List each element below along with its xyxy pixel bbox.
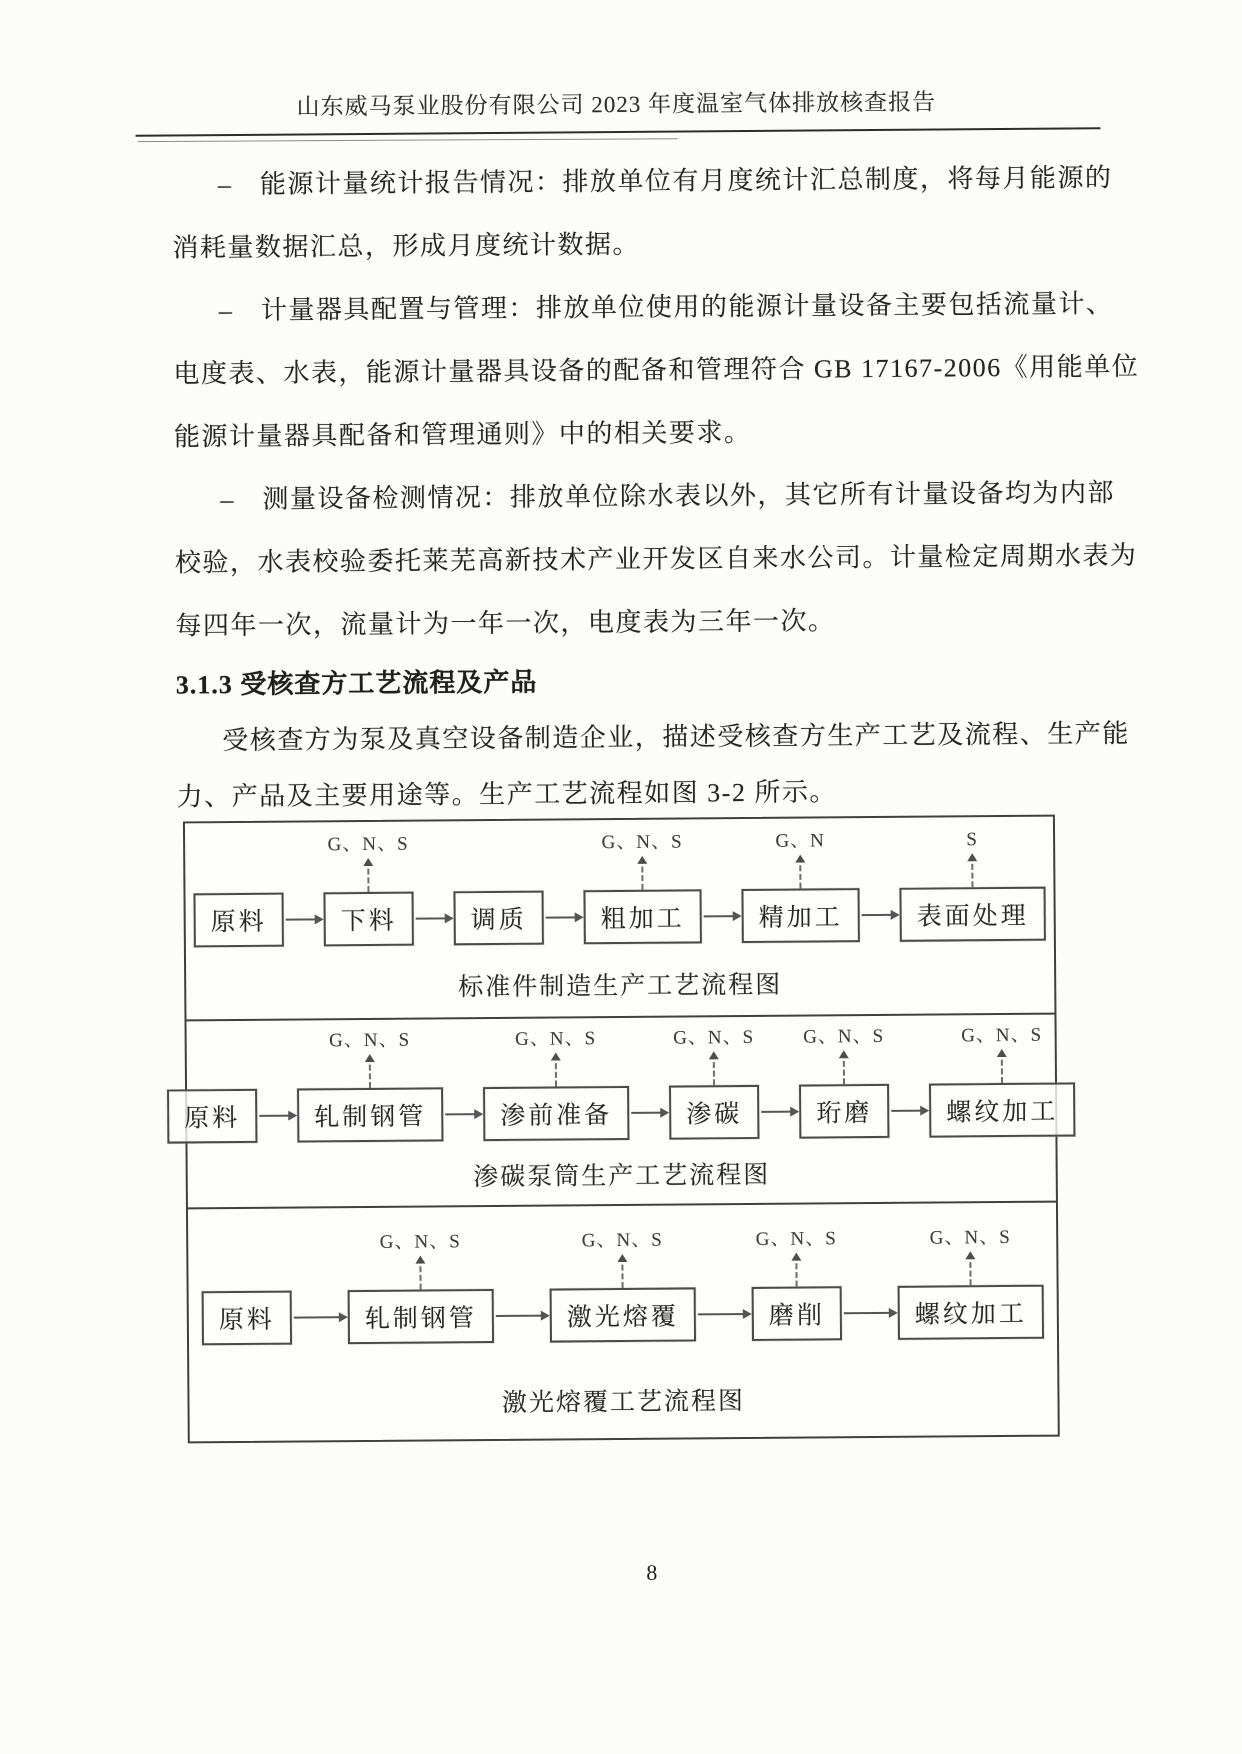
- process-box: 磨削: [752, 1286, 842, 1341]
- emission-label: G、N、S: [379, 1231, 461, 1253]
- emission-zone: [380, 1229, 461, 1290]
- emission-zone: [582, 1228, 663, 1289]
- emission-up-arrow-icon: [969, 1253, 971, 1285]
- process-box: 轧制钢管: [297, 1087, 443, 1142]
- emission-zone: [329, 1028, 410, 1089]
- process-box: 调质: [453, 891, 543, 946]
- process-step: [669, 1025, 760, 1140]
- paragraph-line: 力、产品及主要用途等。生产工艺流程如图 3-2 所示。: [176, 777, 838, 812]
- process-step: [799, 1024, 890, 1139]
- process-step: [347, 1229, 494, 1344]
- emission-label: G、N: [775, 830, 825, 852]
- flow-arrow-icon: [862, 914, 898, 916]
- emission-label: G、N、S: [581, 1229, 663, 1252]
- process-step: [583, 829, 702, 944]
- emission-label: G、N、S: [601, 831, 683, 854]
- paragraph-line: 校验，水表校验委托莱芜高新技术产业开发区自来水公司。计量检定周期水表为: [174, 540, 1138, 578]
- flow-arrow-icon: [546, 916, 582, 918]
- flow-arrow-icon: [698, 1313, 750, 1315]
- emission-up-arrow-icon: [795, 1255, 797, 1287]
- flow-arrow-icon: [631, 1112, 667, 1114]
- flowchart-caption: 渗碳泵筒生产工艺流程图: [473, 1161, 771, 1192]
- page-number: 8: [646, 1559, 658, 1585]
- paragraph-line: – 测量设备检测情况：排放单位除水表以外，其它所有计量设备均为内部: [220, 478, 1116, 515]
- process-box: 轧制钢管: [348, 1289, 494, 1344]
- emission-up-arrow-icon: [713, 1053, 715, 1085]
- process-box: 渗碳: [669, 1085, 759, 1140]
- flow-arrow-icon: [416, 917, 452, 919]
- process-box: 精加工: [741, 888, 859, 943]
- flow-arrow-icon: [496, 1315, 548, 1317]
- process-step: [323, 832, 414, 947]
- process-box: 原料: [202, 1291, 292, 1346]
- emission-zone: [673, 1025, 754, 1086]
- flow-arrow-icon: [761, 1111, 797, 1113]
- paragraph-line: – 能源计量统计报告情况：排放单位有月度统计汇总制度，将每月能源的: [217, 163, 1113, 200]
- process-step: [929, 1022, 1076, 1137]
- flow-arrow-icon: [445, 1113, 481, 1115]
- process-step: [297, 1027, 444, 1142]
- paragraph-line: 消耗量数据汇总，形成月度统计数据。: [172, 229, 641, 263]
- process-box: 激光熔覆: [550, 1287, 696, 1342]
- emission-label: G、N、S: [755, 1228, 837, 1250]
- emission-up-arrow-icon: [1001, 1051, 1003, 1083]
- emission-zone: [775, 828, 825, 888]
- process-step: [453, 831, 544, 946]
- emission-zone: [961, 1023, 1042, 1084]
- process-step: [751, 1226, 842, 1341]
- process-box: 下料: [323, 892, 413, 947]
- paragraph-line: 受核查方为泵及真空设备制造企业，描述受核查方生产工艺及流程、生产能: [222, 719, 1130, 756]
- flowchart-caption: 激光熔覆工艺流程图: [501, 1388, 746, 1417]
- flow-arrow-icon: [844, 1312, 896, 1314]
- emission-label: G、N、S: [961, 1024, 1043, 1047]
- process-step: [741, 828, 860, 943]
- emission-zone: [327, 832, 408, 893]
- emission-label: G、N、S: [515, 1028, 597, 1050]
- emission-up-arrow-icon: [369, 1056, 371, 1088]
- emission-up-arrow-icon: [843, 1052, 845, 1084]
- process-box: 螺纹加工: [898, 1285, 1044, 1340]
- header-divider-ghost: [138, 138, 678, 142]
- process-box: 螺纹加工: [929, 1082, 1075, 1137]
- emission-label: G、N、S: [327, 833, 409, 856]
- emission-label: G、N、S: [673, 1026, 755, 1049]
- page-header-title: 山东威马泵业股份有限公司 2023 年度温室气体排放核查报告: [296, 89, 937, 120]
- process-row: [184, 1015, 1059, 1144]
- process-box: 原料: [193, 893, 283, 948]
- header-divider: [136, 127, 1101, 137]
- emission-up-arrow-icon: [367, 860, 369, 892]
- emission-up-arrow-icon: [419, 1258, 421, 1290]
- emission-zone: [930, 1225, 1011, 1286]
- flow-arrow-icon: [891, 1110, 927, 1112]
- emission-up-arrow-icon: [555, 1055, 557, 1087]
- paragraph-line: 每四年一次，流量计为一年一次，电度表为三年一次。: [175, 606, 836, 641]
- emission-label: S: [966, 829, 979, 851]
- paragraph-line: – 计量器具配置与管理：排放单位使用的能源计量设备主要包括流量计、: [218, 289, 1114, 326]
- flowchart-figure: [183, 815, 1060, 1444]
- flowchart-section-3: [188, 1201, 1058, 1442]
- emission-zone: [756, 1226, 837, 1287]
- emission-zone: [803, 1024, 884, 1085]
- process-step: [549, 1227, 696, 1342]
- paragraph-line: 能源计量器具配备和管理通则》中的相关要求。: [173, 417, 752, 452]
- emission-label: G、N、S: [329, 1029, 411, 1052]
- emission-label: G、N、S: [929, 1226, 1011, 1249]
- process-box: 珩磨: [799, 1084, 889, 1139]
- process-step: [193, 833, 284, 948]
- flowchart-section-2: [184, 1013, 1059, 1208]
- emission-up-arrow-icon: [641, 858, 643, 890]
- process-step: [483, 1026, 630, 1141]
- flow-arrow-icon: [286, 918, 322, 920]
- process-step: [897, 1225, 1044, 1340]
- emission-up-arrow-icon: [621, 1256, 623, 1288]
- process-box: 原料: [167, 1089, 257, 1144]
- process-box: 渗前准备: [483, 1086, 629, 1141]
- section-heading-3-1-3: 3.1.3 受核查方工艺流程及产品: [175, 667, 538, 700]
- paragraph-line: 电度表、水表，能源计量器具设备的配备和管理符合 GB 17167-2006《用能单位: [173, 351, 1140, 389]
- flowchart-section-1: [185, 817, 1055, 1020]
- process-box: 粗加工: [583, 889, 701, 944]
- process-row: [185, 817, 1054, 948]
- flow-arrow-icon: [259, 1115, 295, 1117]
- process-step: [899, 827, 1046, 942]
- emission-zone: [966, 827, 978, 887]
- emission-label: G、N、S: [803, 1025, 885, 1048]
- flow-arrow-icon: [294, 1316, 346, 1318]
- flowchart-caption: 标准件制造生产工艺流程图: [458, 971, 783, 1002]
- body-text: [172, 147, 1140, 825]
- emission-zone: [602, 830, 683, 891]
- process-row: [188, 1203, 1057, 1346]
- process-step: [167, 1029, 258, 1144]
- process-step: [201, 1231, 292, 1346]
- emission-up-arrow-icon: [799, 857, 801, 889]
- process-box: 表面处理: [900, 887, 1046, 942]
- emission-zone: [515, 1026, 596, 1087]
- flow-arrow-icon: [704, 915, 740, 917]
- emission-up-arrow-icon: [971, 855, 973, 887]
